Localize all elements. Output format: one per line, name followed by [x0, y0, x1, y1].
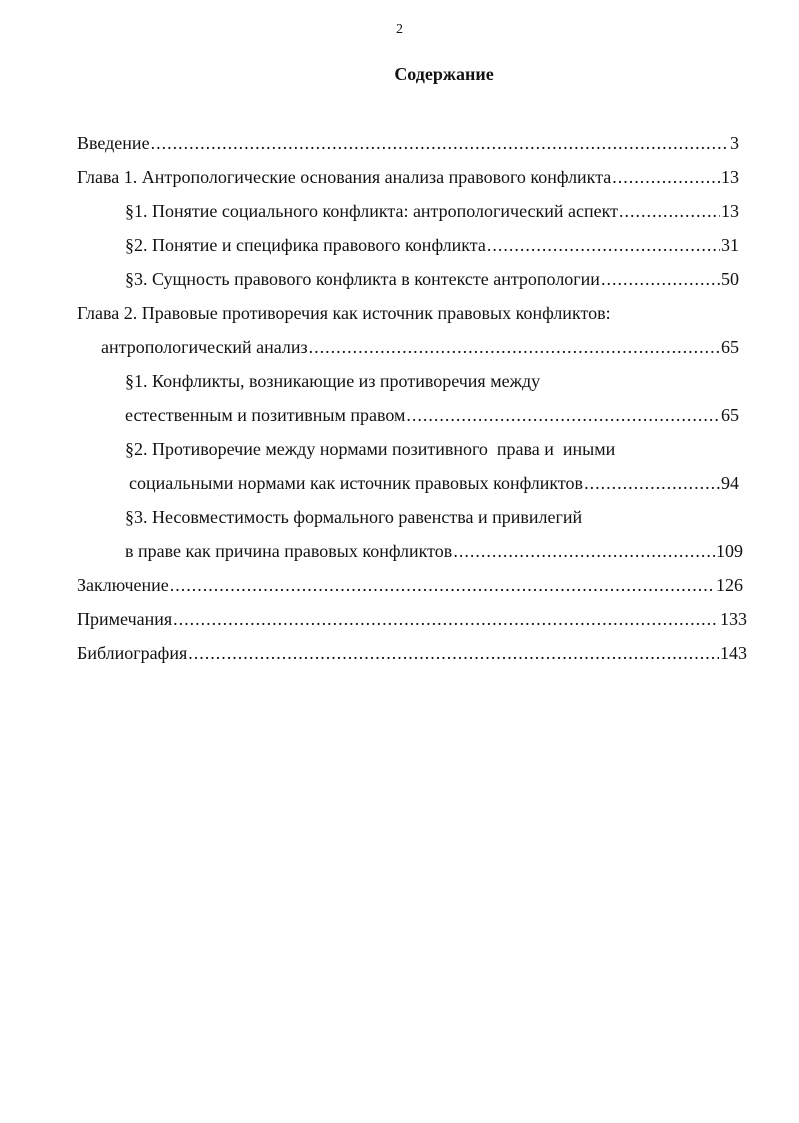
leader-dots — [612, 164, 720, 190]
toc-entry-label: Глава 1. Антропологические основания анализа правового конфликта — [77, 167, 612, 187]
toc-entry-label: естественным и позитивным правом — [125, 405, 406, 425]
toc-entry-ch2-section-2[interactable] — [129, 470, 739, 496]
toc-entry-bibliography[interactable] — [77, 640, 747, 666]
leader-dots — [453, 538, 715, 564]
toc-entry-ch2-section-3-line1[interactable]: §3. Несовместимость формального равенства и привилегий — [125, 507, 583, 527]
leader-dots — [170, 572, 715, 598]
leader-dots — [151, 130, 729, 156]
toc-entry-label: §3. Сущность правового конфликта в контексте антропологии — [125, 269, 600, 289]
leader-dots — [309, 334, 720, 360]
leader-dots — [188, 640, 719, 666]
toc-entry-ch1-section-2[interactable] — [125, 232, 739, 258]
toc-entry-page: 133 — [720, 609, 747, 629]
toc-entry-ch2-section-3[interactable] — [125, 538, 743, 564]
toc-entry-label: §1. Понятие социального конфликта: антропологический аспект — [125, 201, 619, 221]
leader-dots — [601, 266, 720, 292]
leader-dots — [619, 198, 720, 224]
toc-entry-ch1-section-1[interactable] — [125, 198, 739, 224]
toc-entry-page: 65 — [721, 337, 739, 357]
toc-entry-label: Введение — [77, 133, 150, 153]
toc-entry-page: 13 — [721, 201, 739, 221]
leader-dots — [406, 402, 720, 428]
toc-entry-ch2-section-2-line1[interactable]: §2. Противоречие между нормами позитивного права и иными — [125, 439, 616, 459]
toc-entry-page: 126 — [716, 575, 743, 595]
toc-entry-intro[interactable] — [77, 130, 739, 156]
leader-dots — [173, 606, 719, 632]
leader-dots — [487, 232, 720, 258]
toc-entry-label: Примечания — [77, 609, 173, 629]
toc-entry-label: в праве как причина правовых конфликтов — [125, 541, 453, 561]
toc-entry-conclusion[interactable] — [77, 572, 743, 598]
toc-entry-label: социальными нормами как источник правовых конфликтов — [129, 473, 584, 493]
toc-entry-label: Библиография — [77, 643, 188, 663]
toc-entry-page: 65 — [721, 405, 739, 425]
toc-entry-label: §2. Понятие и специфика правового конфликта — [125, 235, 486, 255]
page-title: Содержание — [394, 64, 494, 84]
toc-entry-label: Заключение — [77, 575, 169, 595]
toc-entry-chapter-2-line1[interactable]: Глава 2. Правовые противоречия как источник правовых конфликтов: — [77, 303, 611, 323]
page-number: 2 — [396, 22, 403, 37]
toc-entry-notes[interactable] — [77, 606, 747, 632]
toc-entry-page: 50 — [721, 269, 739, 289]
toc-entry-ch2-section-1[interactable] — [125, 402, 739, 428]
toc-entry-page: 94 — [721, 473, 739, 493]
toc-entry-label: антропологический анализ — [101, 337, 308, 357]
toc-entry-chapter-2[interactable] — [101, 334, 739, 360]
toc-entry-page: 3 — [730, 133, 739, 153]
toc-entry-page: 143 — [720, 643, 747, 663]
toc-entry-page: 13 — [721, 167, 739, 187]
toc-entry-ch1-section-3[interactable] — [125, 266, 739, 292]
toc-entry-page: 31 — [721, 235, 739, 255]
leader-dots — [584, 470, 720, 496]
toc-entry-page: 109 — [716, 541, 743, 561]
toc-entry-chapter-1[interactable] — [77, 164, 739, 190]
toc-entry-ch2-section-1-line1[interactable]: §1. Конфликты, возникающие из противоречия между — [125, 371, 541, 391]
